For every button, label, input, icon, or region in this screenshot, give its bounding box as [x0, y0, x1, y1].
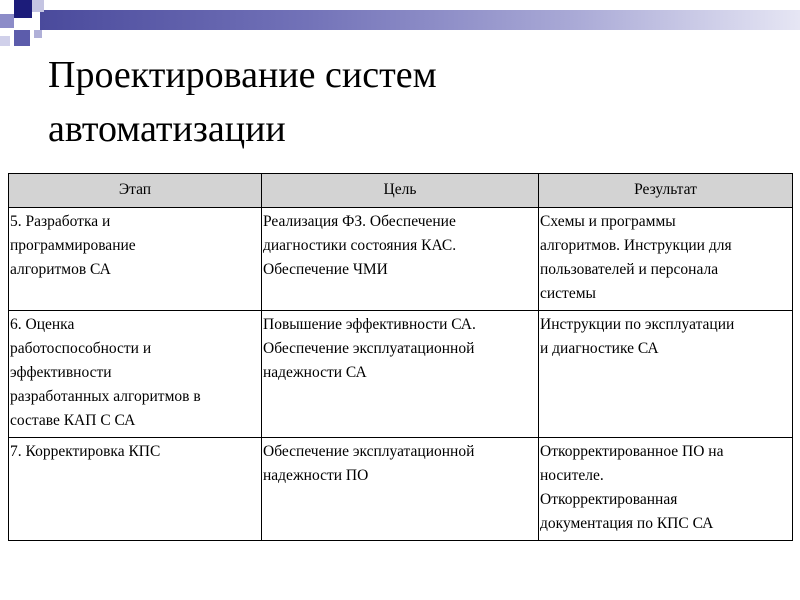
cell-result — [539, 208, 793, 311]
decor-square — [34, 30, 42, 38]
table-body — [9, 208, 793, 541]
stages-table — [8, 173, 793, 541]
cell-text-line: надежности ПО — [263, 467, 369, 484]
cell-text-line: носителе. — [540, 467, 604, 484]
cell-text-line: документация по КПС СА — [540, 515, 714, 532]
decor-square — [0, 14, 14, 28]
cell-text-line: программирование — [10, 237, 136, 254]
cell-text-line: Обеспечение ЧМИ — [263, 261, 388, 278]
cell-text-line: Откорректированное ПО на — [540, 443, 724, 460]
cell-goal — [262, 438, 539, 541]
cell-text-line: Откорректированная — [540, 491, 678, 508]
slide-title-line: автоматизации — [48, 108, 286, 150]
cell-text-line: надежности СА — [263, 364, 367, 381]
decorative-header-bar — [0, 0, 800, 50]
cell-text-line: работоспособности и — [10, 340, 152, 357]
cell-text-line: Обеспечение эксплуатационной — [263, 443, 475, 460]
table-row — [9, 208, 793, 311]
column-header-goal: Цель — [262, 174, 539, 208]
cell-text-line: 5. Разработка и — [10, 213, 111, 230]
cell-text-line: Схемы и программы — [540, 213, 676, 230]
cell-text-line: Обеспечение эксплуатационной — [263, 340, 475, 357]
cell-text-line: 7. Корректировка КПС — [10, 443, 161, 460]
table-row — [9, 438, 793, 541]
cell-text-line: составе КАП С СА — [10, 412, 136, 429]
decor-square — [32, 0, 44, 12]
cell-goal — [262, 208, 539, 311]
decor-square — [14, 30, 30, 46]
cell-goal — [262, 311, 539, 438]
cell-text-line: алгоритмов. Инструкции для — [540, 237, 732, 254]
decor-square — [0, 36, 10, 46]
cell-stage — [9, 438, 262, 541]
cell-text-line: и диагностике СА — [540, 340, 659, 357]
column-header-result: Результат — [539, 174, 793, 208]
cell-stage — [9, 208, 262, 311]
cell-text-line: Инструкции по эксплуатации — [540, 316, 735, 333]
cell-stage — [9, 311, 262, 438]
column-header-stage: Этап — [9, 174, 262, 208]
cell-text-line: диагностики состояния КАС. — [263, 237, 457, 254]
cell-result — [539, 311, 793, 438]
decor-square — [14, 0, 32, 18]
cell-text-line: Повышение эффективности СА. — [263, 316, 476, 333]
cell-text-line: алгоритмов СА — [10, 261, 111, 278]
cell-text-line: эффективности — [10, 364, 112, 381]
cell-text-line: Реализация ФЗ. Обеспечение — [263, 213, 456, 230]
header-gradient-stripe — [40, 10, 800, 30]
cell-result — [539, 438, 793, 541]
table-row — [9, 311, 793, 438]
slide-title-line: Проектирование систем — [48, 54, 437, 96]
cell-text-line: пользователей и персонала — [540, 261, 719, 278]
cell-text-line: системы — [540, 285, 596, 302]
table-header-row — [9, 174, 793, 208]
cell-text-line: разработанных алгоритмов в — [10, 388, 201, 405]
slide-title — [48, 48, 768, 156]
cell-text-line: 6. Оценка — [10, 316, 75, 333]
